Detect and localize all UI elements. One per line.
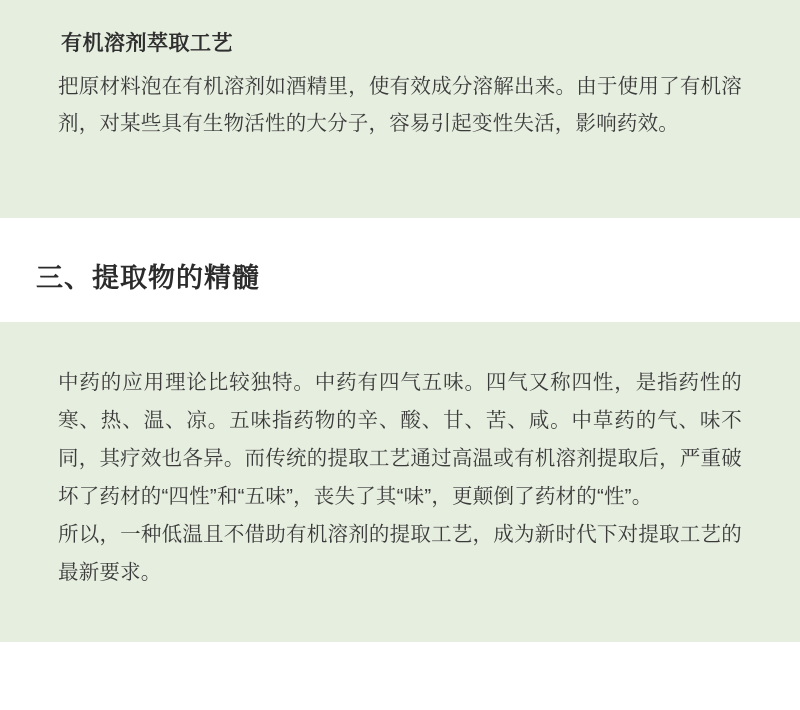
panel-paragraph-theory: 中药的应用理论比较独特。中药有四气五味。四气又称四性，是指药性的寒、热、温、凉。五味指药物的辛、酸、甘、苦、咸。中草药的气、味不同，其疗效也各异。而传统的提取工艺通过高温或有机溶剂提取后，严重破坏了药材的“四性”和“五味”，丧失了其“味”，更颠倒了药材的“性”。 [58,371,742,508]
essence-of-extract-panel [0,322,800,642]
panel-heading-solvent-extraction: 有机溶剂萃取工艺 [61,32,233,55]
panel-paragraph-solvent-extraction: 把原材料泡在有机溶剂如酒精里，使有效成分溶解出来。由于使用了有机溶剂，对某些具有生物活性的大分子，容易引起变性失活，影响药效。 [58,74,742,136]
page-footer-whitespace [0,642,800,710]
panel-paragraph-conclusion: 所以，一种低温且不借助有机溶剂的提取工艺，成为新时代下对提取工艺的最新要求。 [58,522,742,584]
extraction-process-panel [0,0,800,218]
section-title-essence-of-extract: 三、提取物的精髓 [36,263,260,293]
